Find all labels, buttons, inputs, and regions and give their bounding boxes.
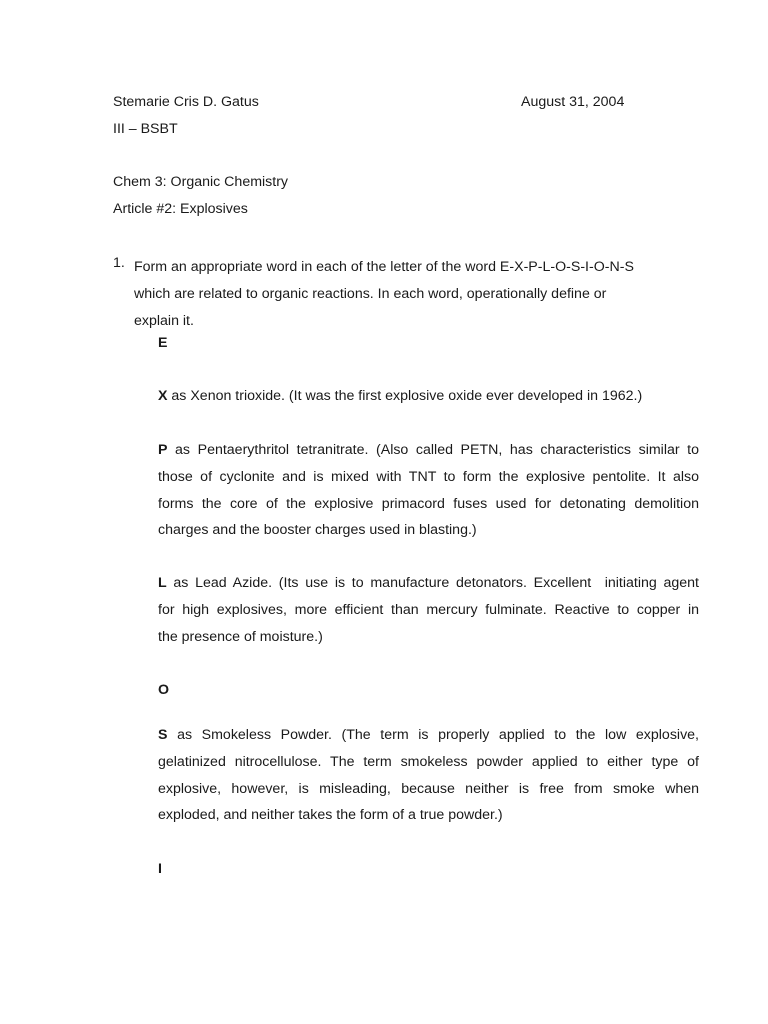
entry-letter: L — [158, 575, 167, 591]
entry-text: as Lead Azide. (Its use is to manufacture detonators. Excellent initiating agent — [166, 575, 699, 591]
entry-s — [158, 722, 699, 829]
entry-letter: S — [158, 727, 168, 743]
entry-letter: O — [158, 682, 170, 698]
entry-line: gelatinized nitrocellulose. The term smokeless powder applied to either type of — [158, 753, 699, 770]
entry-text: as Pentaerythritol tetranitrate. (Also called PETN, has characteristics similar to — [167, 442, 699, 458]
entry-line: for high explosives, more efficient than mercury fulminate. Reactive to copper in — [158, 601, 699, 618]
entry-line: explosive, however, is misleading, because neither is free from smoke when — [158, 780, 699, 797]
entry-line — [158, 722, 699, 749]
question-line: explain it. — [134, 312, 194, 329]
question-number: 1. — [113, 255, 125, 271]
entry-i — [158, 856, 699, 883]
entry-line — [158, 570, 699, 597]
entry-line: exploded, and neither takes the form of a true powder.) — [158, 807, 503, 824]
entry-letter: E — [158, 335, 168, 351]
document-date: August 31, 2004 — [521, 94, 625, 110]
entry-line: charges and the booster charges used in blasting.) — [158, 522, 477, 539]
entry-letter: X — [158, 388, 168, 404]
question-line: which are related to organic reactions. In each word, operationally define or — [134, 285, 607, 302]
author-class: III – BSBT — [113, 121, 178, 137]
author-name: Stemarie Cris D. Gatus — [113, 94, 259, 110]
entry-l — [158, 570, 699, 650]
entry-letter: I — [158, 861, 162, 877]
entry-line: forms the core of the explosive primacord fuses used for detonating demolition — [158, 495, 699, 512]
entry-o — [158, 677, 699, 704]
entry-e — [158, 330, 699, 357]
article-title: Article #2: Explosives — [113, 201, 248, 217]
entry-x — [158, 383, 699, 410]
entry-letter: P — [158, 442, 168, 458]
course-title: Chem 3: Organic Chemistry — [113, 174, 289, 190]
entry-text: as Xenon trioxide. (It was the first explosive oxide ever developed in 1962.) — [167, 388, 643, 404]
question-text — [134, 254, 694, 334]
entry-line: those of cyclonite and is mixed with TNT to form the explosive pentolite. It also — [158, 468, 699, 485]
entry-line — [158, 437, 699, 464]
entry-p — [158, 437, 699, 544]
entry-text: as Smokeless Powder. (The term is properly applied to the low explosive, — [167, 727, 699, 743]
question-line: Form an appropriate word in each of the letter of the word E-X-P-L-O-S-I-O-N-S — [134, 259, 634, 275]
entry-line: the presence of moisture.) — [158, 628, 323, 645]
